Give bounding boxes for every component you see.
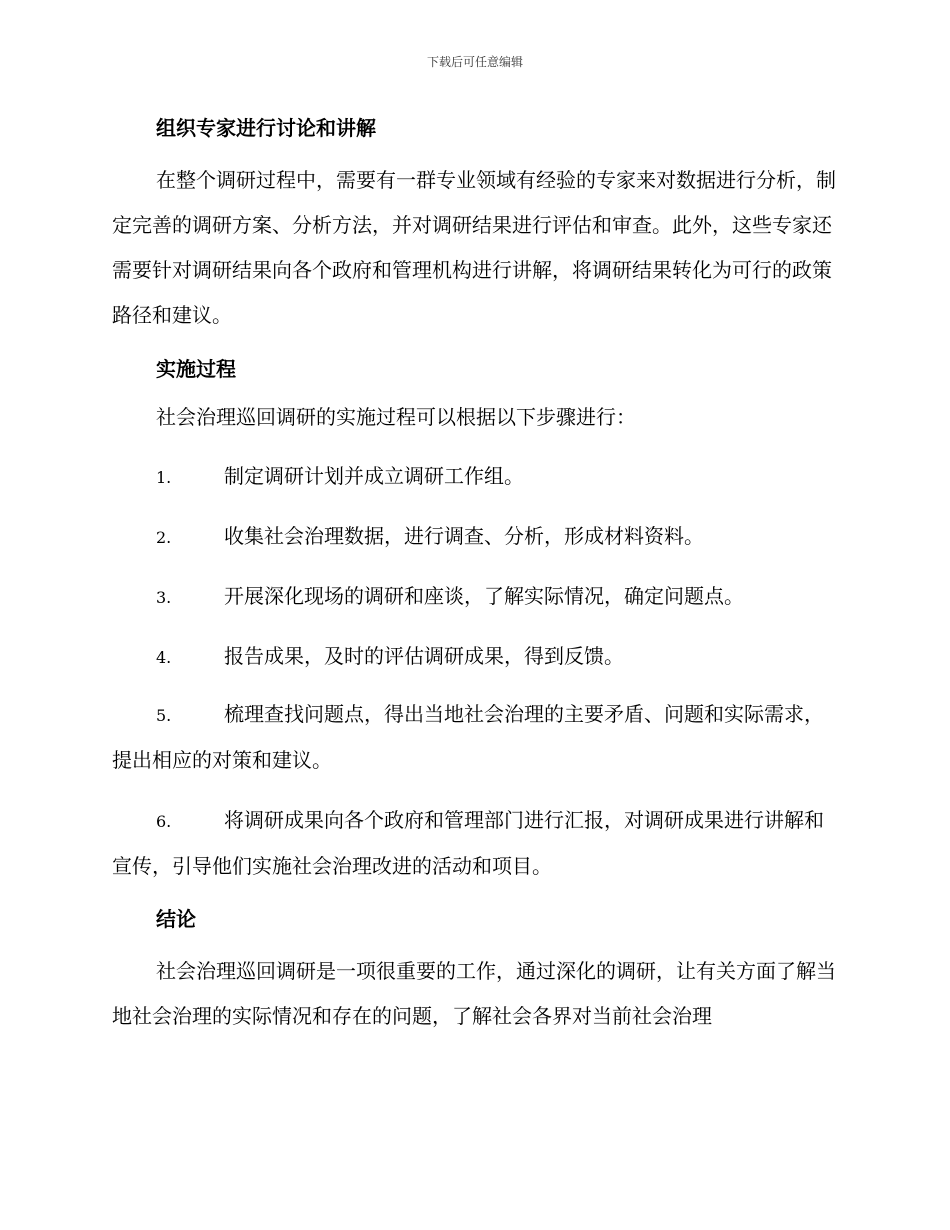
list-item-text: 梳理查找问题点，得出当地社会治理的主要矛盾、问题和实际需求，提出相应的对策和建议。 [112,702,824,772]
list-item-text: 开展深化现场的调研和座谈，了解实际情况，确定问题点。 [224,584,744,608]
section-heading-conclusion: 结论 [156,907,196,931]
list-item-text: 制定调研计划并成立调研工作组。 [224,464,524,488]
list-number: 5. [156,706,172,725]
list-number: 6. [156,812,172,831]
section-heading-implementation: 实施过程 [156,357,236,381]
page-header: 下载后可任意编辑 [426,55,523,69]
document-body [112,110,837,1039]
conclusion-paragraph: 社会治理巡回调研是一项很重要的工作，通过深化的调研，让有关方面了解当地社会治理的实际情况和存在的问题，了解社会各界对当前社会治理 [112,959,836,1028]
list-number: 3. [156,588,172,607]
list-item [112,578,837,616]
list-number: 4. [156,648,172,667]
list-item-text: 将调研成果向各个政府和管理部门进行汇报，对调研成果进行讲解和宣传，引导他们实施社会治理改进的活动和项目。 [112,808,824,878]
list-item [112,518,837,556]
list-number: 1. [156,468,172,487]
list-item-text: 报告成果，及时的评估调研成果，得到反馈。 [224,644,624,668]
list-number: 2. [156,528,172,547]
section-heading-experts: 组织专家进行讨论和讲解 [156,116,376,140]
list-item-text: 收集社会治理数据，进行调查、分析，形成材料资料。 [224,524,704,548]
experts-paragraph: 在整个调研过程中，需要有一群专业领域有经验的专家来对数据进行分析，制定完善的调研方案、分析方法，并对调研结果进行评估和审查。此外，这些专家还需要针对调研结果向各个政府和管理机构进行讲解，将调研结果转化为可行的政策路径和建议。 [112,168,836,327]
list-item [112,458,837,496]
list-item [112,638,837,676]
list-item [112,692,837,782]
implementation-intro: 社会治理巡回调研的实施过程可以根据以下步骤进行： [156,405,636,429]
list-item [112,798,837,888]
